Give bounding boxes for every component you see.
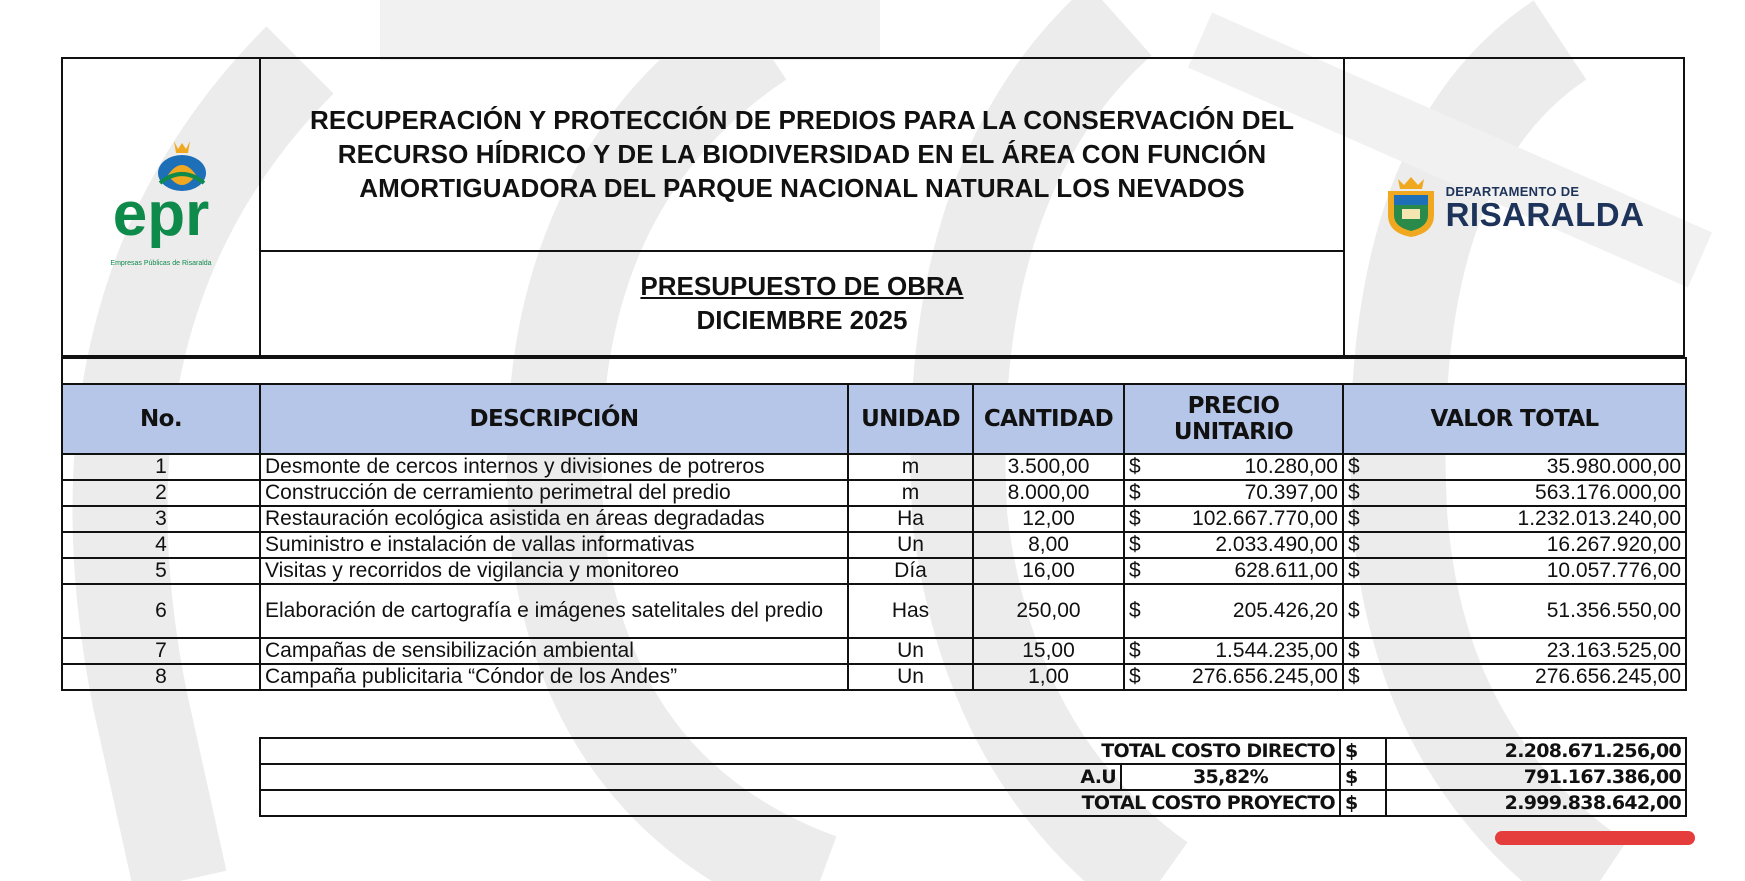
budget-title-cell: [260, 251, 1344, 356]
item-unit: m: [848, 480, 973, 506]
currency-symbol: $: [1348, 599, 1360, 622]
table-row: [62, 558, 1686, 584]
column-header-total-value: VALOR TOTAL: [1343, 384, 1686, 454]
item-total: [1343, 558, 1686, 584]
currency-symbol: $: [1340, 738, 1386, 764]
project-title-line: AMORTIGUADORA DEL PARQUE NACIONAL NATURAL LOS NEVADOS: [359, 173, 1245, 204]
item-number: 7: [62, 638, 260, 664]
item-number: 3: [62, 506, 260, 532]
epr-logo-cell: [62, 58, 260, 356]
totals-table: [259, 737, 1685, 817]
item-unit-price: [1124, 454, 1343, 480]
budget-title: PRESUPUESTO DE OBRA: [640, 271, 964, 302]
item-quantity: 16,00: [973, 558, 1124, 584]
item-number: 8: [62, 664, 260, 690]
currency-symbol: $: [1348, 455, 1360, 478]
item-number: 4: [62, 532, 260, 558]
item-number: 1: [62, 454, 260, 480]
table-header-row: [62, 384, 1686, 454]
total-direct-value: 2.208.671.256,00: [1386, 738, 1686, 764]
currency-symbol: $: [1129, 481, 1141, 504]
item-number: 5: [62, 558, 260, 584]
item-total: [1343, 664, 1686, 690]
currency-symbol: $: [1129, 533, 1141, 556]
currency-symbol: $: [1340, 790, 1386, 816]
item-total: [1343, 532, 1686, 558]
item-description: Campañas de sensibilización ambiental: [260, 638, 848, 664]
currency-symbol: $: [1129, 639, 1141, 662]
item-quantity: 250,00: [973, 584, 1124, 638]
item-unit: Día: [848, 558, 973, 584]
table-row: [62, 532, 1686, 558]
column-header-no: No.: [62, 384, 260, 454]
item-unit-price: [1124, 638, 1343, 664]
unit-price-value: 10.280,00: [1244, 455, 1338, 478]
item-description: Desmonte de cercos internos y divisiones de potreros: [260, 454, 848, 480]
item-total: [1343, 480, 1686, 506]
table-row: [62, 454, 1686, 480]
currency-symbol: $: [1129, 455, 1141, 478]
item-unit: Un: [848, 638, 973, 664]
item-unit-price: [1124, 532, 1343, 558]
risaralda-logo-cell: [1344, 58, 1684, 356]
unit-price-value: 628.611,00: [1234, 559, 1338, 582]
item-total: [1343, 638, 1686, 664]
item-unit: Un: [848, 664, 973, 690]
column-header-unit-price: PRECIO UNITARIO: [1124, 384, 1343, 454]
item-description: Elaboración de cartografía e imágenes satelitales del predio: [260, 584, 848, 638]
item-unit: Un: [848, 532, 973, 558]
total-value: 276.656.245,00: [1535, 665, 1682, 688]
currency-symbol: $: [1348, 481, 1360, 504]
au-value: 791.167.386,00: [1386, 764, 1686, 790]
risaralda-logo-line2: RISARALDA: [1445, 195, 1645, 233]
item-unit-price: [1124, 506, 1343, 532]
project-title-line: RECUPERACIÓN Y PROTECCIÓN DE PREDIOS PARA LA CONSERVACIÓN DEL: [309, 105, 1295, 136]
currency-symbol: $: [1348, 639, 1360, 662]
item-number: 6: [62, 584, 260, 638]
unit-price-value: 102.667.770,00: [1192, 507, 1338, 530]
total-project-row: [260, 790, 1686, 816]
table-row: [62, 664, 1686, 690]
item-unit-price: [1124, 664, 1343, 690]
column-header-unit: UNIDAD: [848, 384, 973, 454]
total-project-label: TOTAL COSTO PROYECTO: [260, 790, 1340, 816]
risaralda-logo-line1: DEPARTAMENTO DE: [1445, 183, 1580, 199]
column-header-description: DESCRIPCIÓN: [260, 384, 848, 454]
unit-price-value: 276.656.245,00: [1192, 665, 1338, 688]
item-total: [1343, 506, 1686, 532]
table-row: [62, 506, 1686, 532]
risaralda-logo: [1345, 175, 1683, 239]
item-quantity: 12,00: [973, 506, 1124, 532]
item-unit-price: [1124, 584, 1343, 638]
total-direct-label: TOTAL COSTO DIRECTO: [260, 738, 1340, 764]
item-quantity: 1,00: [973, 664, 1124, 690]
item-unit: Ha: [848, 506, 973, 532]
total-value: 563.176.000,00: [1535, 481, 1682, 504]
item-quantity: 8,00: [973, 532, 1124, 558]
item-description: Suministro e instalación de vallas informativas: [260, 532, 848, 558]
budget-date: DICIEMBRE 2025: [696, 305, 908, 336]
coat-of-arms-icon: [1384, 175, 1438, 239]
item-number: 2: [62, 480, 260, 506]
item-quantity: 15,00: [973, 638, 1124, 664]
total-value: 35.980.000,00: [1546, 455, 1682, 478]
total-value: 16.267.920,00: [1546, 533, 1682, 556]
currency-symbol: $: [1340, 764, 1386, 790]
currency-symbol: $: [1129, 599, 1141, 622]
unit-price-value: 2.033.490,00: [1215, 533, 1338, 556]
total-direct-row: [260, 738, 1686, 764]
epr-logo-text: epr: [112, 179, 210, 249]
currency-symbol: $: [1348, 665, 1360, 688]
total-value: 51.356.550,00: [1546, 599, 1682, 622]
au-row: [260, 764, 1686, 790]
item-unit: m: [848, 454, 973, 480]
unit-price-value: 1.544.235,00: [1215, 639, 1338, 662]
red-highlight-mark: [1495, 831, 1695, 845]
item-description: Restauración ecológica asistida en áreas degradadas: [260, 506, 848, 532]
project-title-line: RECURSO HÍDRICO Y DE LA BIODIVERSIDAD EN EL ÁREA CON FUNCIÓN: [337, 139, 1267, 170]
table-row: [62, 480, 1686, 506]
total-project-value: 2.999.838.642,00: [1386, 790, 1686, 816]
item-quantity: 3.500,00: [973, 454, 1124, 480]
item-description: Visitas y recorridos de vigilancia y monitoreo: [260, 558, 848, 584]
total-value: 10.057.776,00: [1546, 559, 1682, 582]
table-row: [62, 638, 1686, 664]
currency-symbol: $: [1129, 665, 1141, 688]
item-description: Construcción de cerramiento perimetral del predio: [260, 480, 848, 506]
currency-symbol: $: [1348, 533, 1360, 556]
document-header: [61, 57, 1685, 357]
au-label: A.U: [260, 764, 1121, 790]
item-total: [1343, 584, 1686, 638]
column-header-quantity: CANTIDAD: [973, 384, 1124, 454]
item-total: [1343, 454, 1686, 480]
total-value: 1.232.013.240,00: [1517, 507, 1682, 530]
unit-price-value: 205.426,20: [1232, 599, 1338, 622]
currency-symbol: $: [1129, 507, 1141, 530]
spacer-row: [62, 358, 1686, 384]
project-title-cell: [260, 58, 1344, 251]
item-unit-price: [1124, 480, 1343, 506]
epr-logo: [86, 135, 236, 275]
unit-price-value: 70.397,00: [1244, 481, 1338, 504]
item-unit-price: [1124, 558, 1343, 584]
item-description: Campaña publicitaria “Cóndor de los Andes”: [260, 664, 848, 690]
item-quantity: 8.000,00: [973, 480, 1124, 506]
total-value: 23.163.525,00: [1546, 639, 1682, 662]
epr-logo-tagline: Empresas Públicas de Risaralda: [110, 259, 212, 267]
budget-items-table: [61, 357, 1685, 691]
currency-symbol: $: [1348, 559, 1360, 582]
item-unit: Has: [848, 584, 973, 638]
au-percent: 35,82%: [1121, 764, 1340, 790]
currency-symbol: $: [1348, 507, 1360, 530]
currency-symbol: $: [1129, 559, 1141, 582]
table-row: [62, 584, 1686, 638]
